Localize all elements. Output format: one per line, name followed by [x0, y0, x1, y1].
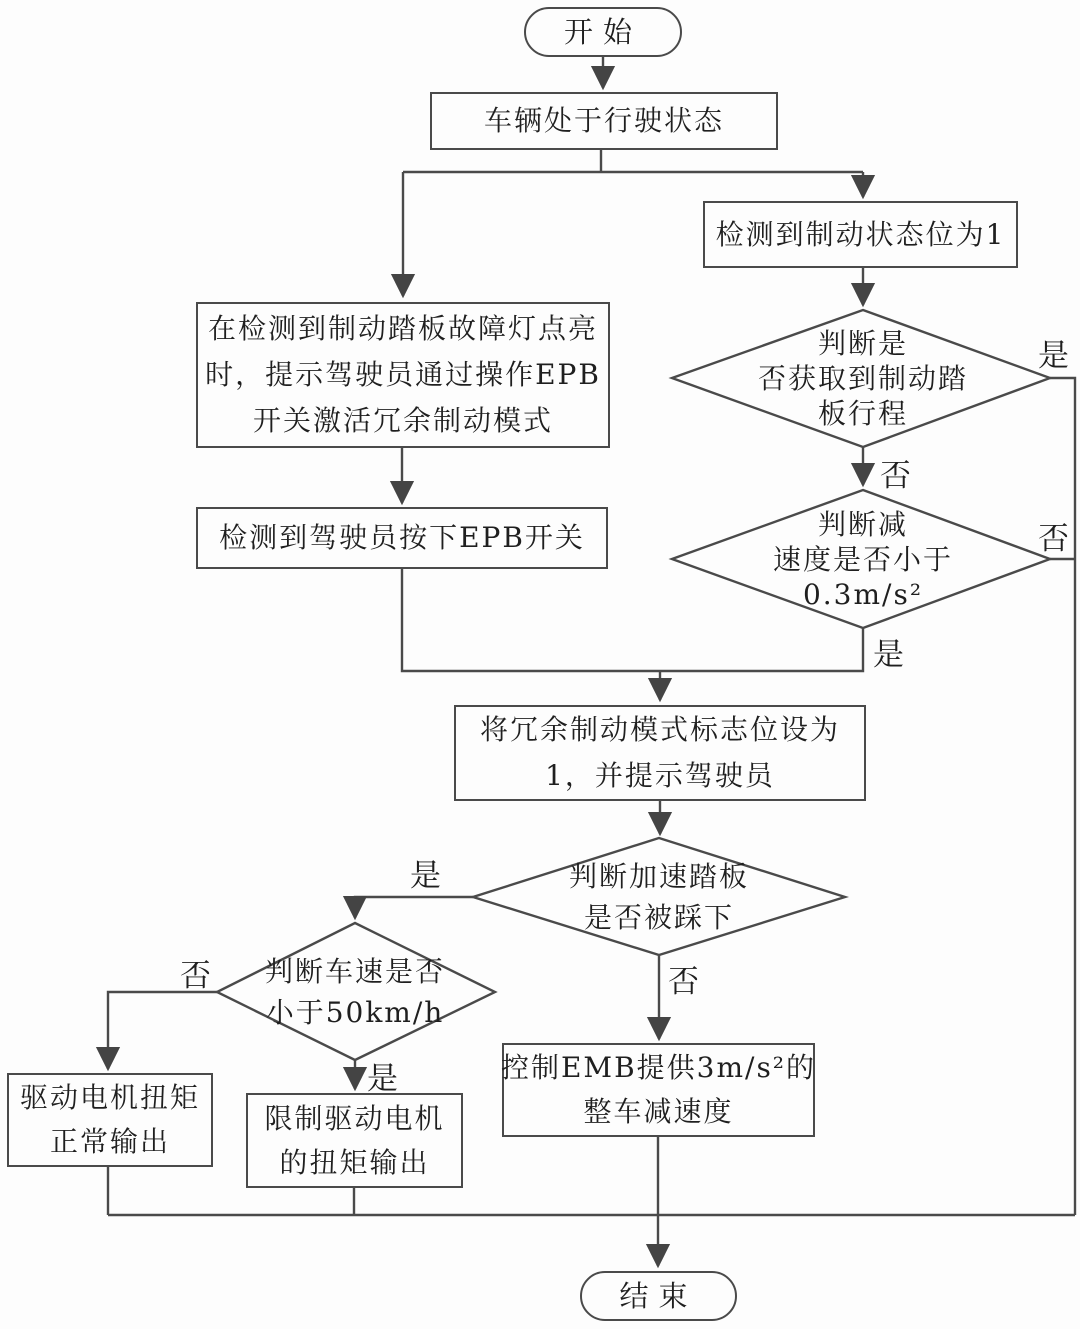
end-label: 结束 [619, 1279, 698, 1313]
edge-label-decel-no: 否 [1038, 521, 1069, 557]
edge-label-speed-yes: 是 [367, 1061, 398, 1097]
brake-fault-prompt-line1: 在检测到制动踏板故障灯点亮 [207, 312, 598, 345]
flow-line-speed-no [108, 992, 217, 1069]
decision-speed-text [205, 950, 505, 1034]
start-label: 开始 [563, 15, 642, 49]
accel-pedal-line1: 判断加速踏板 [568, 860, 749, 893]
edge-label-travel-yes: 是 [1038, 338, 1069, 374]
set-flag-line1: 将冗余制动模式标志位设为 [479, 713, 840, 746]
emb-decel-line1: 控制EMB提供3m/s²的 [500, 1051, 817, 1084]
pedal-travel-line2: 否获取到制动踏 [757, 361, 968, 395]
edge-label-accel-no: 否 [668, 964, 699, 1000]
speed-line1: 判断车速是否 [264, 955, 445, 988]
edge-label-decel-yes: 是 [873, 637, 904, 673]
process-set-flag [454, 705, 866, 801]
pedal-travel-line3: 板行程 [817, 396, 908, 430]
motor-limit-line2: 的扭矩输出 [279, 1145, 430, 1179]
edge-label-travel-no: 否 [880, 458, 911, 494]
flow-line-accel-yes [355, 897, 473, 918]
process-brake-status-bit [703, 201, 1018, 268]
process-motor-normal [7, 1073, 213, 1167]
process-brake-fault-prompt [196, 302, 610, 448]
end-terminator [580, 1271, 737, 1321]
motor-normal-line1: 驱动电机扭矩 [19, 1081, 200, 1114]
pedal-travel-line1: 判断是 [817, 326, 908, 360]
accel-pedal-line2: 是否被踩下 [583, 901, 734, 934]
start-terminator [524, 7, 682, 57]
decision-accel-pedal-text [489, 855, 829, 939]
edge-label-accel-yes: 是 [410, 858, 441, 894]
process-motor-limit [246, 1093, 463, 1188]
decel-line2: 速度是否小于 [772, 542, 953, 576]
set-flag-line2: 1，并提示驾驶员 [545, 759, 775, 792]
decel-line1: 判断减 [817, 507, 908, 541]
epb-pressed-label: 检测到驾驶员按下EPB开关 [219, 521, 585, 554]
flow-line-travel-yes-long [1050, 378, 1075, 1215]
brake-status-bit-label: 检测到制动状态位为1 [715, 217, 1006, 251]
decision-deceleration-text [688, 503, 1038, 615]
motor-limit-line1: 限制驱动电机 [264, 1101, 445, 1135]
brake-fault-prompt-line2: 时，提示驾驶员通过操作EPB [205, 358, 601, 391]
decision-pedal-travel-text [688, 322, 1038, 434]
decel-line3: 0.3m/s² [802, 577, 924, 611]
brake-fault-prompt-line3: 开关激活冗余制动模式 [252, 404, 553, 437]
process-epb-pressed [196, 507, 608, 569]
emb-decel-line2: 整车减速度 [583, 1095, 734, 1128]
driving-state-label: 车辆处于行驶状态 [483, 104, 724, 137]
motor-normal-line2: 正常输出 [49, 1125, 170, 1158]
edge-label-speed-no: 否 [180, 958, 211, 994]
speed-line2: 小于50km/h [265, 996, 445, 1029]
process-emb-decel [502, 1043, 815, 1137]
process-driving-state [430, 92, 778, 150]
